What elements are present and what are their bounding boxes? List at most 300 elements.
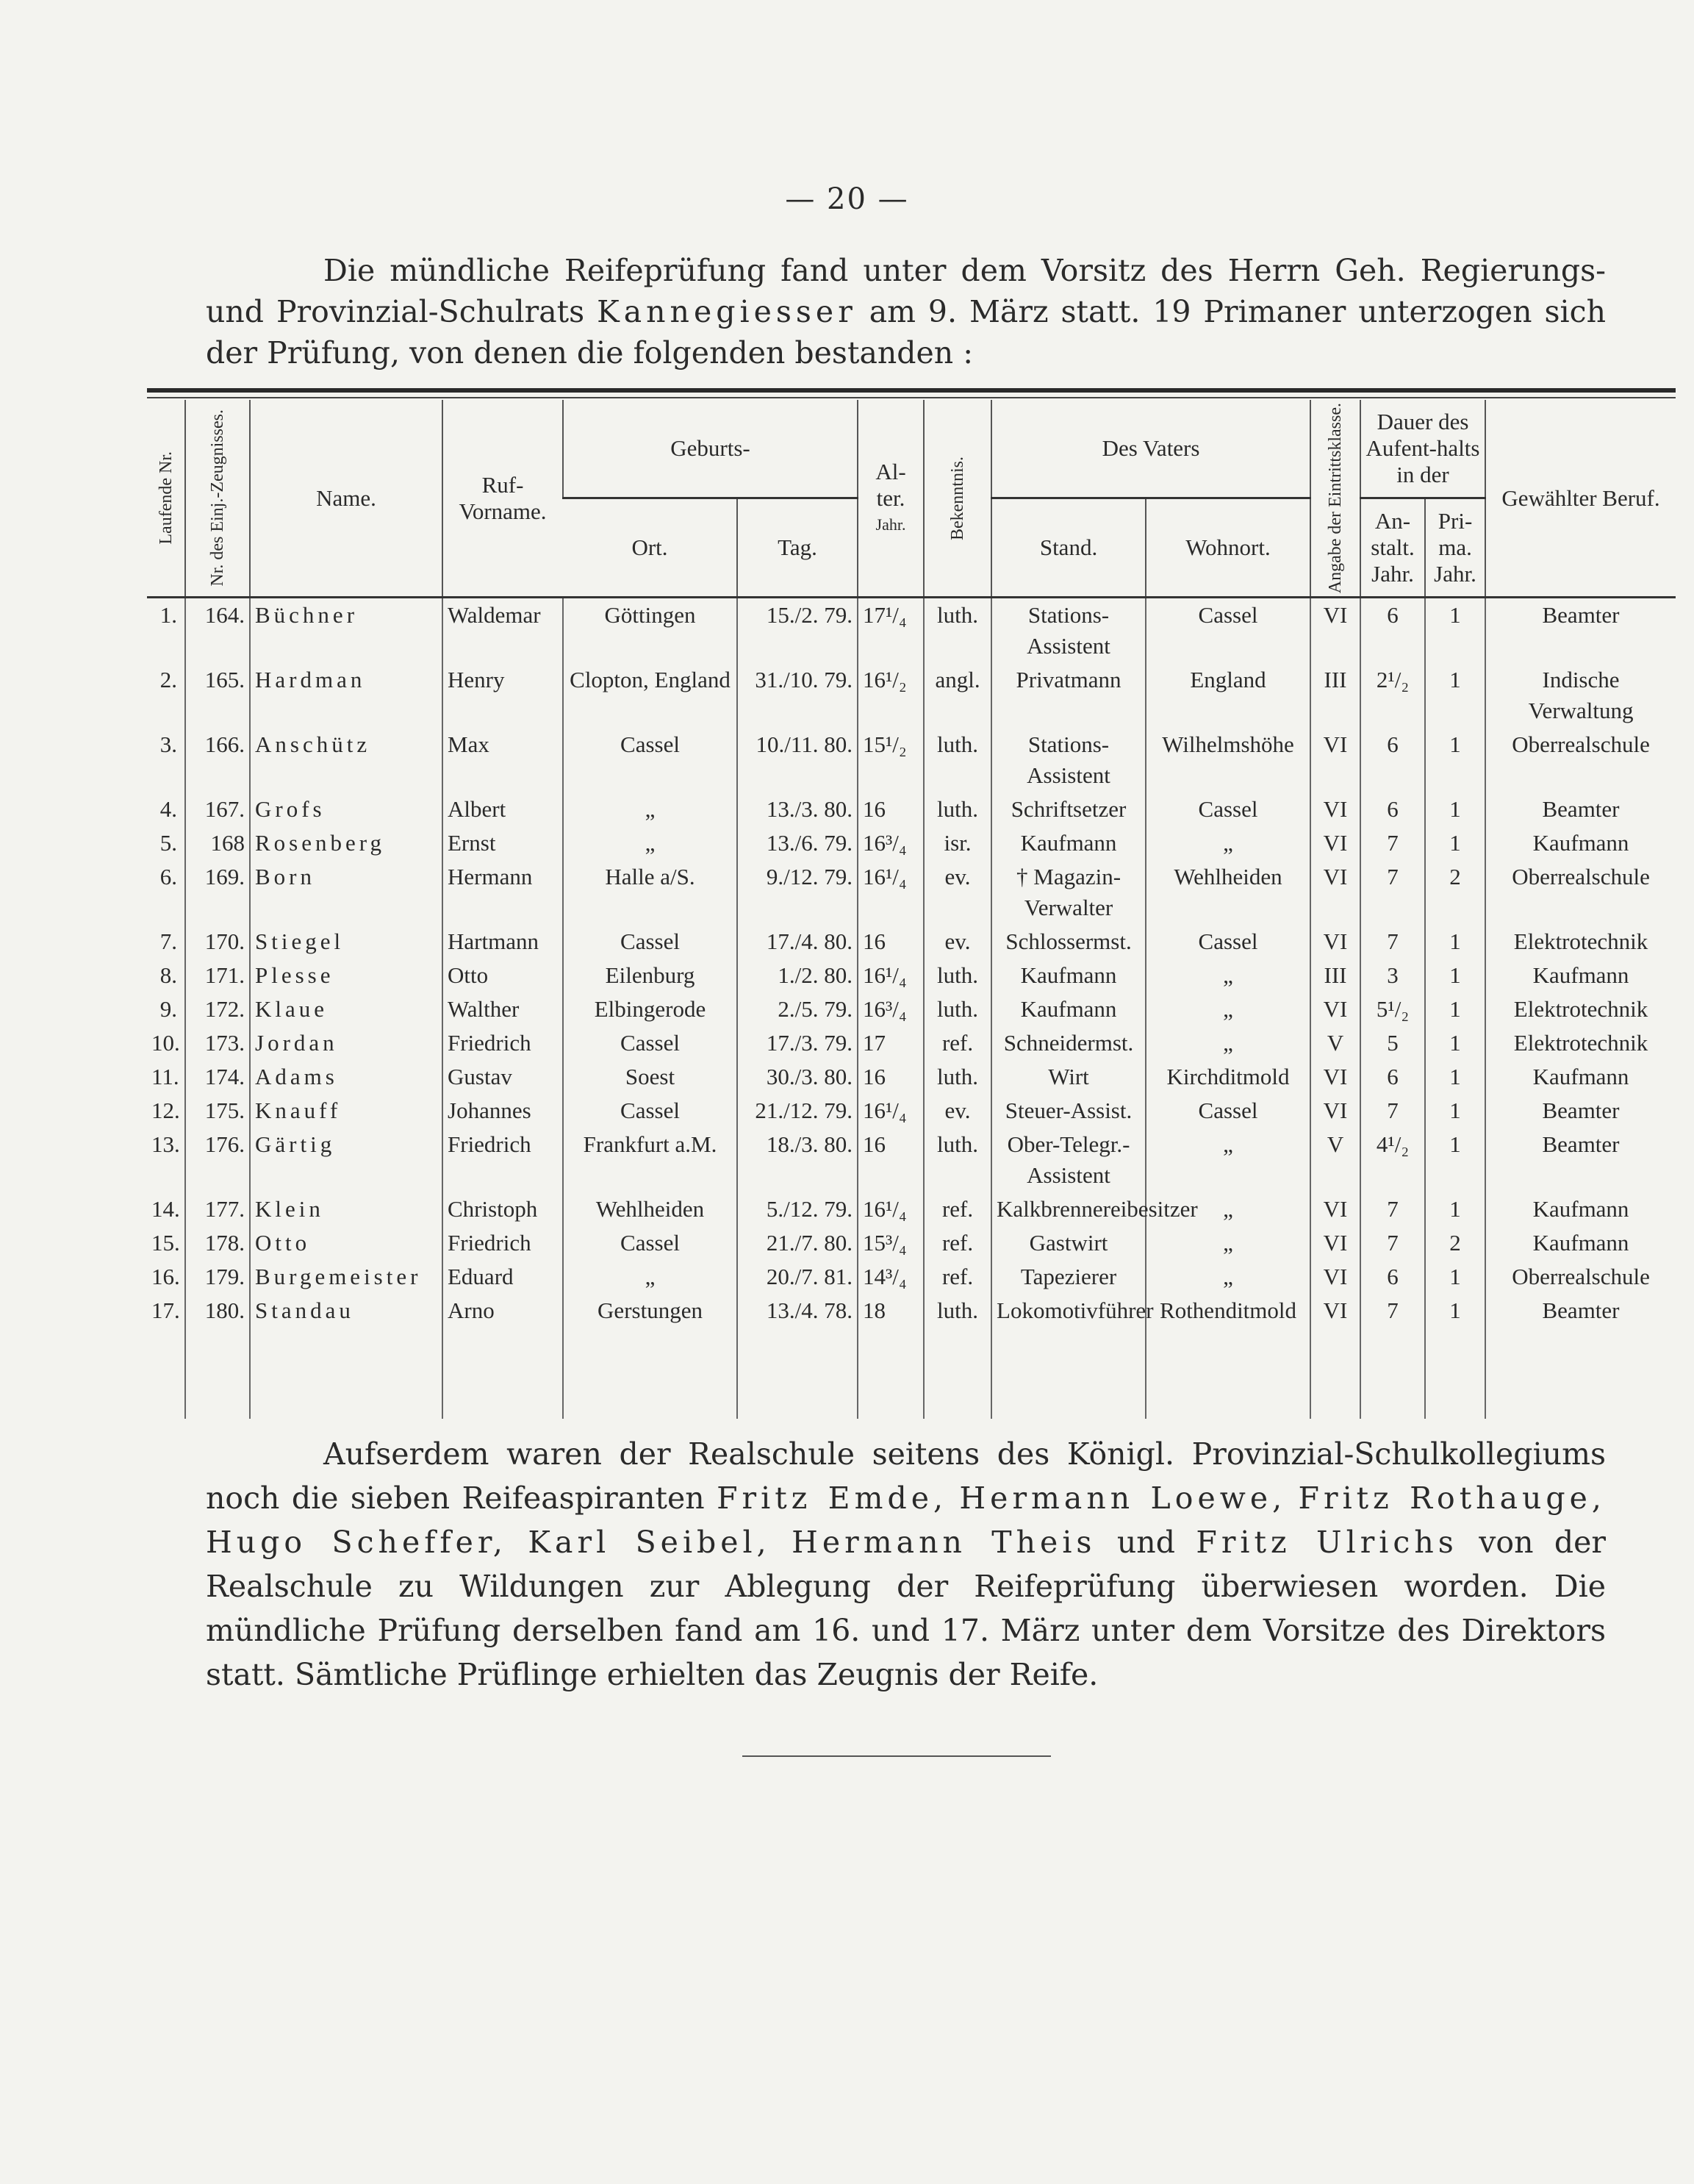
cell-name: Stiegel <box>250 925 442 959</box>
cell-stand: Wirt <box>991 1060 1146 1094</box>
empty-cell <box>147 1328 185 1419</box>
cell-beruf: Kaufmann <box>1485 959 1676 992</box>
cell-alter: 15¹/₂ <box>858 728 924 792</box>
cell-stand: † Magazin-Verwalter <box>991 860 1146 925</box>
cell-alter: 16 <box>858 925 924 959</box>
cell-wohnort: Wilhelmshöhe <box>1146 728 1310 792</box>
cell-stand: Schlossermst. <box>991 925 1146 959</box>
cell-ort: Cassel <box>563 1094 737 1128</box>
intro-text-2: am 9. März statt. 19 Primaner unterzogen sich der Prüfung, von denen die folgenden bestanden : <box>206 294 1606 370</box>
header-vater: Des Vaters <box>991 400 1310 498</box>
student-name: Fritz Rothauge, <box>1298 1481 1606 1516</box>
cell-name: Klein <box>250 1192 442 1226</box>
cell-klasse: VI <box>1310 1060 1360 1094</box>
table-row <box>147 992 1676 1026</box>
cell-name: Klaue <box>250 992 442 1026</box>
cell-beruf: Kaufmann <box>1485 1060 1676 1094</box>
cell-ort: Gerstungen <box>563 1294 737 1328</box>
cell-alter: 17 <box>858 1026 924 1060</box>
table-row <box>147 860 1676 925</box>
header-alter <box>858 400 924 598</box>
cell-einj: 170. <box>185 925 250 959</box>
cell-alter: 16¹/₄ <box>858 1094 924 1128</box>
table-row <box>147 1226 1676 1260</box>
cell-tag: 10./11. 80. <box>737 728 858 792</box>
student-name: Hermann Theis <box>792 1525 1097 1560</box>
cell-klasse: VI <box>1310 1192 1360 1226</box>
table-row <box>147 925 1676 959</box>
cell-ruf: Arno <box>442 1294 563 1328</box>
student-name: Fritz Ulrichs <box>1196 1525 1458 1560</box>
cell-beruf: Beamter <box>1485 1128 1676 1192</box>
cell-nr: 6. <box>159 864 177 890</box>
cell-name: Anschütz <box>250 728 442 792</box>
cell-bek: ev. <box>924 860 991 925</box>
cell-beruf: Oberrealschule <box>1485 728 1676 792</box>
cell-ruf: Friedrich <box>442 1026 563 1060</box>
cell-name: Otto <box>250 1226 442 1260</box>
cell-beruf: Elektrotechnik <box>1485 1026 1676 1060</box>
cell-name: Plesse <box>250 959 442 992</box>
cell-prima: 1 <box>1425 1260 1485 1294</box>
cell-ruf: Hartmann <box>442 925 563 959</box>
cell-name: Jordan <box>250 1026 442 1060</box>
cell-nr: 12. <box>151 1098 180 1124</box>
empty-cell <box>250 1328 442 1419</box>
table-top-rule-thin <box>147 397 1676 398</box>
cell-tag: 21./7. 80. <box>737 1226 858 1260</box>
cell-einj: 174. <box>185 1060 250 1094</box>
header-ort: Ort. <box>563 498 737 598</box>
cell-klasse: V <box>1310 1026 1360 1060</box>
cell-beruf: Kaufmann <box>1485 1192 1676 1226</box>
cell-einj: 179. <box>185 1260 250 1294</box>
empty-cell <box>1360 1328 1425 1419</box>
cell-wohnort: „ <box>1146 1026 1310 1060</box>
cell-beruf: Kaufmann <box>1485 826 1676 860</box>
cell-name: Büchner <box>250 598 442 664</box>
cell-prima: 1 <box>1425 663 1485 728</box>
cell-anstalt: 7 <box>1360 1226 1425 1260</box>
cell-einj: 173. <box>185 1026 250 1060</box>
empty-cell <box>442 1328 563 1419</box>
cell-prima: 1 <box>1425 826 1485 860</box>
cell-einj: 177. <box>185 1192 250 1226</box>
cell-bek: luth. <box>924 1060 991 1094</box>
cell-beruf: Oberrealschule <box>1485 860 1676 925</box>
header-bekenntnis: Bekenntnis. <box>924 400 991 598</box>
cell-wohnort: „ <box>1146 992 1310 1026</box>
closing-text <box>771 1525 792 1560</box>
cell-einj: 178. <box>185 1226 250 1260</box>
cell-nr: 5. <box>159 830 177 856</box>
cell-prima: 1 <box>1425 959 1485 992</box>
cell-ruf: Hermann <box>442 860 563 925</box>
cell-stand: Gastwirt <box>991 1226 1146 1260</box>
cell-ruf: Johannes <box>442 1094 563 1128</box>
cell-stand: Kaufmann <box>991 959 1146 992</box>
cell-bek: luth. <box>924 598 991 664</box>
cell-bek: luth. <box>924 728 991 792</box>
cell-anstalt: 7 <box>1360 826 1425 860</box>
cell-klasse: VI <box>1310 1226 1360 1260</box>
cell-klasse: III <box>1310 959 1360 992</box>
cell-nr: 3. <box>159 731 177 758</box>
header-alter-unit: Jahr. <box>875 515 906 534</box>
student-name: Hugo Scheffer, <box>206 1525 507 1560</box>
cell-bek: ref. <box>924 1026 991 1060</box>
table-row <box>147 598 1676 664</box>
cell-einj: 168 <box>185 826 250 860</box>
cell-anstalt: 5 <box>1360 1026 1425 1060</box>
empty-cell <box>924 1328 991 1419</box>
cell-wohnort: „ <box>1146 1192 1310 1226</box>
table-row <box>147 728 1676 792</box>
cell-stand: Schriftsetzer <box>991 792 1146 826</box>
cell-anstalt: 7 <box>1360 1294 1425 1328</box>
table-row <box>147 792 1676 826</box>
cell-wohnort: „ <box>1146 1128 1310 1192</box>
cell-bek: luth. <box>924 992 991 1026</box>
cell-nr: 8. <box>159 962 177 989</box>
cell-alter: 17¹/₄ <box>858 598 924 664</box>
cell-alter: 16 <box>858 1128 924 1192</box>
header-eintrittsklasse: Angabe der Eintrittsklasse. <box>1310 400 1360 598</box>
cell-tag: 30./3. 80. <box>737 1060 858 1094</box>
cell-alter: 16³/₄ <box>858 826 924 860</box>
cell-alter: 16³/₄ <box>858 992 924 1026</box>
cell-name: Hardman <box>250 663 442 728</box>
cell-wohnort: Rothenditmold <box>1146 1294 1310 1328</box>
cell-bek: ref. <box>924 1226 991 1260</box>
cell-ruf: Friedrich <box>442 1128 563 1192</box>
cell-tag: 18./3. 80. <box>737 1128 858 1192</box>
table-row <box>147 1060 1676 1094</box>
cell-wohnort: „ <box>1146 959 1310 992</box>
cell-wohnort: „ <box>1146 826 1310 860</box>
empty-cell <box>1425 1328 1485 1419</box>
cell-ruf: Eduard <box>442 1260 563 1294</box>
cell-ort: „ <box>563 1260 737 1294</box>
cell-anstalt: 6 <box>1360 792 1425 826</box>
table-row <box>147 663 1676 728</box>
cell-nr: 4. <box>159 796 177 823</box>
cell-bek: luth. <box>924 792 991 826</box>
cell-ort: Frankfurt a.M. <box>563 1128 737 1192</box>
cell-prima: 1 <box>1425 792 1485 826</box>
cell-ort: Eilenburg <box>563 959 737 992</box>
cell-einj: 172. <box>185 992 250 1026</box>
cell-ort: Cassel <box>563 925 737 959</box>
table-body <box>147 598 1676 1419</box>
cell-einj: 165. <box>185 663 250 728</box>
cell-ort: Halle a/S. <box>563 860 737 925</box>
cell-ort: Cassel <box>563 728 737 792</box>
cell-tag: 13./6. 79. <box>737 826 858 860</box>
cell-stand: Kaufmann <box>991 992 1146 1026</box>
cell-beruf: Indische Verwaltung <box>1485 663 1676 728</box>
cell-klasse: VI <box>1310 1094 1360 1128</box>
cell-tag: 2./5. 79. <box>737 992 858 1026</box>
intro-paragraph <box>206 250 1606 373</box>
cell-nr: 1. <box>159 602 177 629</box>
cell-wohnort: England <box>1146 663 1310 728</box>
table-row <box>147 959 1676 992</box>
cell-ort: Cassel <box>563 1226 737 1260</box>
cell-prima: 1 <box>1425 1192 1485 1226</box>
cell-ruf: Gustav <box>442 1060 563 1094</box>
cell-klasse: VI <box>1310 728 1360 792</box>
cell-stand: Privatmann <box>991 663 1146 728</box>
cell-alter: 16 <box>858 1060 924 1094</box>
cell-ort: Göttingen <box>563 598 737 664</box>
closing-text <box>507 1525 528 1560</box>
cell-anstalt: 7 <box>1360 1192 1425 1226</box>
cell-anstalt: 5¹/₂ <box>1360 992 1425 1026</box>
cell-klasse: VI <box>1310 792 1360 826</box>
cell-ruf: Waldemar <box>442 598 563 664</box>
cell-nr: 11. <box>151 1064 179 1090</box>
cell-ruf: Albert <box>442 792 563 826</box>
cell-name: Born <box>250 860 442 925</box>
cell-tag: 1./2. 80. <box>737 959 858 992</box>
header-alter-label: Al-ter. <box>875 458 906 511</box>
cell-bek: ev. <box>924 925 991 959</box>
header-stand: Stand. <box>991 498 1146 598</box>
cell-name: Knauff <box>250 1094 442 1128</box>
cell-nr: 17. <box>151 1297 180 1324</box>
intro-name-kannegiesser: Kannegiesser <box>597 294 857 329</box>
cell-anstalt: 6 <box>1360 1260 1425 1294</box>
header-tag: Tag. <box>737 498 858 598</box>
cell-wohnort: Cassel <box>1146 925 1310 959</box>
cell-name: Adams <box>250 1060 442 1094</box>
cell-alter: 16¹/₄ <box>858 1192 924 1226</box>
cell-name: Grofs <box>250 792 442 826</box>
page-number: — 20 — <box>785 182 909 216</box>
cell-einj: 176. <box>185 1128 250 1192</box>
cell-prima: 1 <box>1425 1128 1485 1192</box>
cell-nr: 16. <box>151 1264 180 1290</box>
cell-prima: 1 <box>1425 1294 1485 1328</box>
cell-stand: Lokomotivführer <box>991 1294 1146 1328</box>
cell-name: Standau <box>250 1294 442 1328</box>
cell-ort: Cassel <box>563 1026 737 1060</box>
cell-prima: 1 <box>1425 925 1485 959</box>
cell-bek: angl. <box>924 663 991 728</box>
cell-tag: 5./12. 79. <box>737 1192 858 1226</box>
cell-ort: Wehlheiden <box>563 1192 737 1226</box>
cell-klasse: VI <box>1310 860 1360 925</box>
cell-bek: luth. <box>924 1128 991 1192</box>
cell-einj: 175. <box>185 1094 250 1128</box>
cell-anstalt: 7 <box>1360 860 1425 925</box>
cell-prima: 1 <box>1425 1026 1485 1060</box>
cell-prima: 1 <box>1425 1094 1485 1128</box>
cell-prima: 2 <box>1425 1226 1485 1260</box>
cell-wohnort: Cassel <box>1146 598 1310 664</box>
cell-bek: ref. <box>924 1192 991 1226</box>
cell-ort: Clopton, England <box>563 663 737 728</box>
cell-ruf: Friedrich <box>442 1226 563 1260</box>
cell-einj: 166. <box>185 728 250 792</box>
cell-ort: Soest <box>563 1060 737 1094</box>
cell-beruf: Beamter <box>1485 1294 1676 1328</box>
empty-cell <box>185 1328 250 1419</box>
cell-alter: 16¹/₄ <box>858 860 924 925</box>
table-filler-row <box>147 1328 1676 1419</box>
end-rule <box>742 1755 1051 1757</box>
table-row <box>147 1128 1676 1192</box>
cell-tag: 15./2. 79. <box>737 598 858 664</box>
cell-alter: 16¹/₂ <box>858 663 924 728</box>
student-name: Fritz Emde, <box>717 1481 948 1516</box>
table-row <box>147 826 1676 860</box>
table-row <box>147 1260 1676 1294</box>
header-anstalt: An-stalt. Jahr. <box>1360 498 1425 598</box>
empty-cell <box>737 1328 858 1419</box>
closing-text: von der Realschule zu Wildungen zur Ablegung der Reifeprüfung überwiesen worden. Die mündliche Prüfung derselben fand am 16. und 17. März unter dem Vorsitze des Direktors statt. Sämtliche Prüflinge erhielten das Zeugnis der Reife. <box>206 1525 1606 1692</box>
cell-tag: 9./12. 79. <box>737 860 858 925</box>
cell-beruf: Beamter <box>1485 792 1676 826</box>
student-name: Karl Seibel, <box>528 1525 771 1560</box>
table-row <box>147 1294 1676 1328</box>
header-einj-nr: Nr. des Einj.-Zeugnisses. <box>185 400 250 598</box>
cell-stand: Steuer-Assist. <box>991 1094 1146 1128</box>
cell-beruf: Beamter <box>1485 1094 1676 1128</box>
cell-bek: luth. <box>924 959 991 992</box>
cell-tag: 20./7. 81. <box>737 1260 858 1294</box>
cell-stand: Kaufmann <box>991 826 1146 860</box>
cell-stand: Tapezierer <box>991 1260 1146 1294</box>
cell-wohnort: Kirchditmold <box>1146 1060 1310 1094</box>
empty-cell <box>991 1328 1146 1419</box>
cell-anstalt: 7 <box>1360 1094 1425 1128</box>
cell-wohnort: Cassel <box>1146 792 1310 826</box>
cell-anstalt: 3 <box>1360 959 1425 992</box>
table-row <box>147 1026 1676 1060</box>
cell-nr: 10. <box>151 1030 180 1056</box>
cell-prima: 1 <box>1425 728 1485 792</box>
cell-ort: Elbingerode <box>563 992 737 1026</box>
closing-text <box>947 1481 959 1516</box>
header-rufname: Ruf-Vorname. <box>442 400 563 598</box>
cell-tag: 31./10. 79. <box>737 663 858 728</box>
cell-anstalt: 2¹/₂ <box>1360 663 1425 728</box>
cell-alter: 15³/₄ <box>858 1226 924 1260</box>
empty-cell <box>563 1328 737 1419</box>
cell-name: Rosenberg <box>250 826 442 860</box>
cell-klasse: VI <box>1310 1294 1360 1328</box>
closing-text <box>1286 1481 1298 1516</box>
cell-klasse: VI <box>1310 1260 1360 1294</box>
cell-ruf: Walther <box>442 992 563 1026</box>
results-table <box>147 400 1676 1419</box>
cell-klasse: VI <box>1310 826 1360 860</box>
cell-wohnort: Cassel <box>1146 1094 1310 1128</box>
cell-prima: 2 <box>1425 860 1485 925</box>
cell-klasse: VI <box>1310 925 1360 959</box>
header-prima: Pri-ma. Jahr. <box>1425 498 1485 598</box>
empty-cell <box>1146 1328 1310 1419</box>
cell-nr: 14. <box>151 1196 180 1222</box>
student-name: Hermann Loewe, <box>959 1481 1287 1516</box>
cell-stand: Stations-Assistent <box>991 598 1146 664</box>
cell-ort: „ <box>563 792 737 826</box>
cell-tag: 21./12. 79. <box>737 1094 858 1128</box>
table-row <box>147 1094 1676 1128</box>
cell-wohnort: Wehlheiden <box>1146 860 1310 925</box>
cell-prima: 1 <box>1425 598 1485 664</box>
cell-anstalt: 6 <box>1360 728 1425 792</box>
cell-nr: 7. <box>159 928 177 955</box>
empty-cell <box>858 1328 924 1419</box>
closing-text: Aufserdem waren der Realschule seitens des Königl. Provinzial-Schulkollegiums noch die sieben Reifeaspiranten <box>206 1436 1606 1516</box>
cell-beruf: Beamter <box>1485 598 1676 664</box>
cell-einj: 167. <box>185 792 250 826</box>
cell-name: Gärtig <box>250 1128 442 1192</box>
cell-wohnort: „ <box>1146 1260 1310 1294</box>
cell-beruf: Kaufmann <box>1485 1226 1676 1260</box>
closing-paragraph <box>206 1432 1606 1697</box>
empty-cell <box>1310 1328 1360 1419</box>
cell-einj: 180. <box>185 1294 250 1328</box>
cell-bek: ev. <box>924 1094 991 1128</box>
cell-ruf: Henry <box>442 663 563 728</box>
cell-beruf: Elektrotechnik <box>1485 992 1676 1026</box>
cell-klasse: V <box>1310 1128 1360 1192</box>
cell-ort: „ <box>563 826 737 860</box>
cell-einj: 171. <box>185 959 250 992</box>
cell-klasse: III <box>1310 663 1360 728</box>
cell-tag: 17./3. 79. <box>737 1026 858 1060</box>
cell-beruf: Elektrotechnik <box>1485 925 1676 959</box>
closing-text: und <box>1096 1525 1196 1560</box>
cell-nr: 13. <box>151 1131 180 1158</box>
cell-ruf: Christoph <box>442 1192 563 1226</box>
cell-alter: 14³/₄ <box>858 1260 924 1294</box>
cell-anstalt: 7 <box>1360 925 1425 959</box>
cell-klasse: VI <box>1310 598 1360 664</box>
cell-nr: 2. <box>159 667 177 693</box>
cell-ruf: Ernst <box>442 826 563 860</box>
cell-tag: 17./4. 80. <box>737 925 858 959</box>
cell-stand: Stations-Assistent <box>991 728 1146 792</box>
cell-einj: 164. <box>185 598 250 664</box>
cell-tag: 13./4. 78. <box>737 1294 858 1328</box>
table-row <box>147 1192 1676 1226</box>
empty-cell <box>1485 1328 1676 1419</box>
cell-ruf: Max <box>442 728 563 792</box>
cell-anstalt: 4¹/₂ <box>1360 1128 1425 1192</box>
cell-nr: 15. <box>151 1230 180 1256</box>
cell-alter: 16 <box>858 792 924 826</box>
cell-anstalt: 6 <box>1360 1060 1425 1094</box>
cell-anstalt: 6 <box>1360 598 1425 664</box>
cell-bek: luth. <box>924 1294 991 1328</box>
cell-name: Burgemeister <box>250 1260 442 1294</box>
cell-einj: 169. <box>185 860 250 925</box>
header-beruf: Gewählter Beruf. <box>1485 400 1676 598</box>
cell-stand: Schneidermst. <box>991 1026 1146 1060</box>
cell-prima: 1 <box>1425 1060 1485 1094</box>
cell-bek: isr. <box>924 826 991 860</box>
cell-bek: ref. <box>924 1260 991 1294</box>
cell-alter: 18 <box>858 1294 924 1328</box>
cell-beruf: Oberrealschule <box>1485 1260 1676 1294</box>
cell-nr: 9. <box>159 996 177 1023</box>
cell-ruf: Otto <box>442 959 563 992</box>
